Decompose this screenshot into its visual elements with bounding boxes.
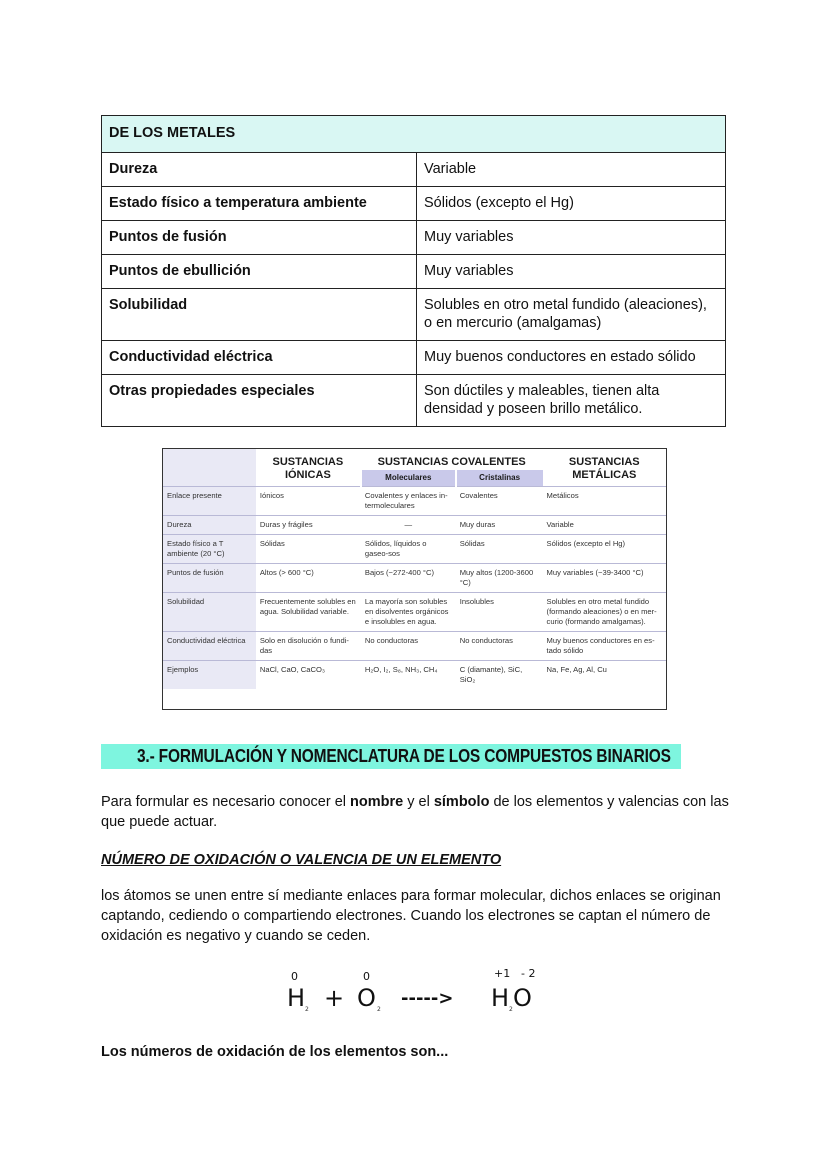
table-row [163,516,666,535]
property-value: Muy buenos conductores en estado sólido [417,341,726,375]
property-value: Variable [417,153,726,187]
cell-metallic: Muy buenos conductores en es-tado sólido [543,632,666,661]
metals-table-title: DE LOS METALES [102,116,726,153]
cell-ionic: Duras y frágiles [256,516,361,535]
intro-bold-name: nombre [350,794,404,810]
intro-paragraph [101,792,731,832]
eq-plus: + [324,984,345,1012]
row-label: Conductividad eléctrica [163,632,256,661]
cell-molecular: No conductoras [361,632,456,661]
property-name: Solubilidad [102,289,417,341]
cell-crystalline: Sólidas [456,535,543,564]
cell-molecular: Bajos (−272-400 °C) [361,564,456,593]
eq-product-oxygen: O [513,984,532,1012]
table-row [102,289,726,341]
cell-molecular: La mayoría son solubles en disolventes orgánicos e insolubles en agua. [361,593,456,632]
cell-crystalline: Muy duras [456,516,543,535]
cell-ionic: Iónicos [256,487,361,516]
cell-metallic: Sólidos (excepto el Hg) [543,535,666,564]
cell-ionic: NaCl, CaO, CaCO₃ [256,661,361,690]
row-label: Puntos de fusión [163,564,256,593]
table-header-row [163,449,666,470]
row-label: Estado físico a T ambiente (20 °C) [163,535,256,564]
table-row [102,341,726,375]
header-ionic: SUSTANCIAS IÓNICAS [272,456,344,481]
row-label: Enlace presente [163,487,256,516]
table-row [102,221,726,255]
cell-molecular: Covalentes y enlaces in-termoleculares [361,487,456,516]
property-name: Otras propiedades especiales [102,375,417,427]
property-name: Estado físico a temperatura ambiente [102,187,417,221]
cell-ionic: Solo en disolución o fundi-das [256,632,361,661]
cell-crystalline: Insolubles [456,593,543,632]
ox-number-product-o: - 2 [521,967,536,980]
header-corner [163,449,256,487]
table-row [102,255,726,289]
cell-metallic: Muy variables (−39-3400 °C) [543,564,666,593]
cell-metallic: Na, Fe, Ag, Al, Cu [543,661,666,690]
subheading: NÚMERO DE OXIDACIÓN O VALENCIA DE UN ELEMENTO [101,852,502,868]
eq-oxygen: O [357,984,376,1012]
table-row [163,535,666,564]
cell-crystalline: Covalentes [456,487,543,516]
body-paragraph: los átomos se unen entre sí mediante enlaces para formar molecular, dichos enlaces se originan captando, cediendo o compartiendo electrones. Cuando los electrones se captan el número de oxidación es negativo y cuando se ceden. [101,888,721,944]
eq-product-subscript: 2 [509,1006,513,1013]
table-row [102,375,726,427]
intro-text: de los elementos y valencias con las que puede actuar. [101,794,729,830]
cell-crystalline: No conductoras [456,632,543,661]
intro-text: y el [403,794,434,810]
cell-crystalline: C (diamante), SiC, SiO₂ [456,661,543,690]
eq-hydrogen-subscript: 2 [305,1006,309,1013]
table-row [102,187,726,221]
closing-line: Los números de oxidación de los elementos son... [101,1044,449,1060]
header-metallic: SUSTANCIAS METÁLICAS [568,456,640,481]
cell-metallic: Variable [543,516,666,535]
section-heading: 3.- FORMULACIÓN Y NOMENCLATURA DE LOS COMPUESTOS BINARIOS [137,746,671,766]
property-value: Sólidos (excepto el Hg) [417,187,726,221]
ox-number-o: 0 [363,970,370,983]
cell-metallic: Metálicos [543,487,666,516]
table-row [163,632,666,661]
ox-number-h: 0 [291,970,298,983]
metals-properties-table [101,115,726,427]
property-value: Son dúctiles y maleables, tienen alta densidad y poseen brillo metálico. [417,375,726,427]
eq-arrow: -----> [401,988,454,1009]
cell-molecular: H₂O, I₂, S₈, NH₃, CH₄ [361,661,456,690]
cell-molecular: — [361,516,456,535]
intro-bold-symbol: símbolo [433,794,490,810]
table-row [163,661,666,690]
cell-ionic: Altos (> 600 °C) [256,564,361,593]
table-row [163,564,666,593]
table-row [163,593,666,632]
cell-molecular: Sólidos, líquidos o gaseo-sos [361,535,456,564]
ox-number-product-h: +1 [494,967,511,980]
header-crystalline: Cristalinas [456,470,543,487]
property-value: Muy variables [417,255,726,289]
property-name: Dureza [102,153,417,187]
table-row [102,153,726,187]
section-heading-bar [101,744,681,769]
property-name: Puntos de ebullición [102,255,417,289]
row-label: Ejemplos [163,661,256,690]
row-label: Dureza [163,516,256,535]
row-label: Solubilidad [163,593,256,632]
cell-crystalline: Muy altos (1200-3600 °C) [456,564,543,593]
header-covalent: SUSTANCIAS COVALENTES [377,456,526,468]
eq-hydrogen: H [287,984,306,1012]
substances-comparison-table [163,449,666,689]
property-name: Conductividad eléctrica [102,341,417,375]
property-name: Puntos de fusión [102,221,417,255]
property-value: Solubles en otro metal fundido (aleaciones), o en mercurio (amalgamas) [417,289,726,341]
eq-oxygen-subscript: 2 [377,1006,381,1013]
cell-metallic: Solubles en otro metal fundido (formando aleaciones) o en mer-curio (formando amalgamas). [543,593,666,632]
table-row [163,487,666,516]
intro-text: Para formular es necesario conocer el [101,794,351,810]
property-value: Muy variables [417,221,726,255]
eq-product-hydrogen: H [491,984,510,1012]
substances-comparison-figure [162,448,667,710]
cell-ionic: Frecuentemente solubles en agua. Solubilidad variable. [256,593,361,632]
cell-ionic: Sólidas [256,535,361,564]
oxidation-equation [287,967,567,1020]
header-molecular: Moleculares [361,470,456,487]
